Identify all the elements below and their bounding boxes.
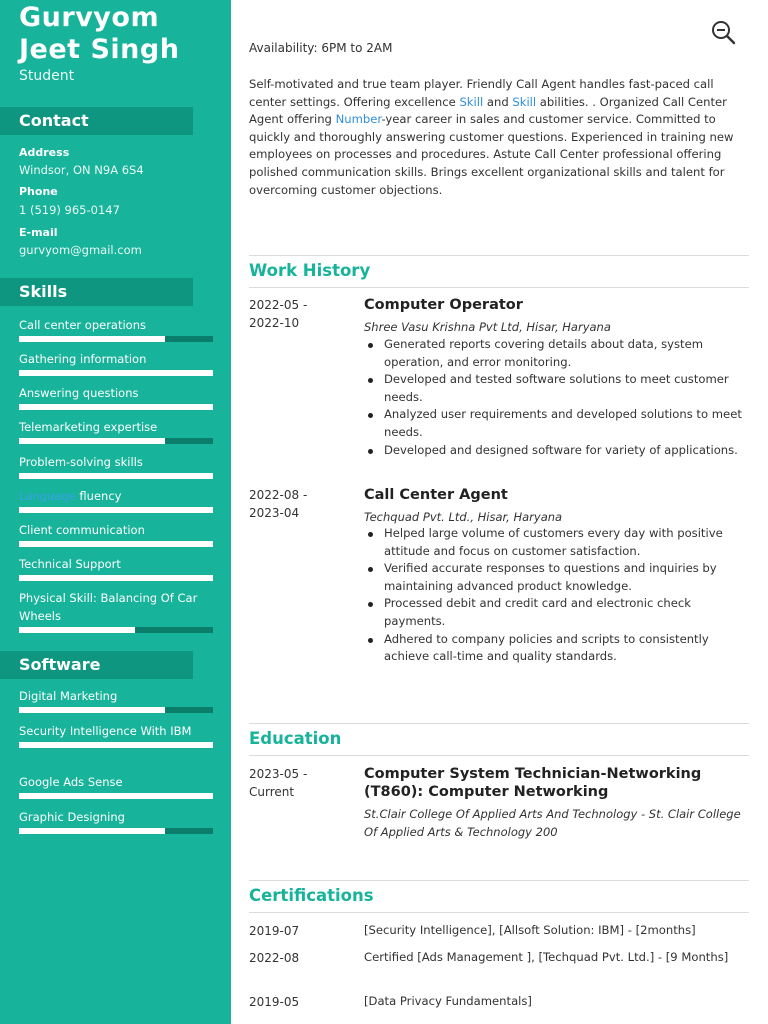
summary-link[interactable]: Skill [459,94,484,109]
job-bullet: Processed debit and credit card and electronic check payments. [364,595,750,630]
summary-text: Self-motivated and true team player. Friendly Call Agent handles fast-paced call center settings. Offering excellence [249,77,714,109]
divider [249,255,749,256]
skill-bar [19,404,213,410]
skill-bar-fill [19,507,213,513]
contact-heading [0,107,193,135]
skill-item [19,316,213,342]
skill-item [19,487,213,513]
software-heading-text: Software [19,655,101,674]
education-degree: Computer System Technician-Networking (T860): Computer Networking [364,766,702,800]
job-date [249,296,349,332]
skill-bar-fill [19,575,213,581]
education-date-end: Current [249,785,295,799]
software-item [19,722,213,748]
job-title: Computer Operator [364,297,523,313]
sidebar [0,0,231,1024]
education-date [249,765,349,801]
job-bullet: Verified accurate responses to questions and inquiries by maintaining advanced product knowledge. [364,560,750,595]
divider [249,287,749,288]
name-line-1: Gurvyom [19,2,160,33]
skill-name: Physical Skill: Balancing Of Car Wheels [19,591,198,623]
divider [249,912,749,913]
skill-name: Technical Support [19,557,121,571]
software-bar [19,793,213,799]
skill-item [19,555,213,581]
job-bullet: Generated reports covering details about data, system operation, and error monitoring. [364,336,750,371]
skill-name: Client communication [19,523,145,537]
skill-name [19,487,213,505]
cert-text: [Data Privacy Fundamentals] [364,994,532,1008]
cert-text: [Security Intelligence], [Allsoft Solution: IBM] - [2months] [364,923,696,937]
job-title: Call Center Agent [364,487,508,503]
skill-bar-fill [19,370,213,376]
skill-bar [19,575,213,581]
job-date [249,486,349,522]
name-line-2: Jeet Singh [19,34,180,65]
job-date-end: 2022-10 [249,316,300,330]
software-name: Digital Marketing [19,689,118,703]
job-bullet: Developed and tested software solutions to meet customer needs. [364,371,750,406]
job-company: Techquad Pvt. Ltd., Hisar, Haryana [364,510,563,524]
skill-bar [19,336,213,342]
skill-item [19,589,213,633]
skill-name: Call center operations [19,318,146,332]
summary-link[interactable]: Number [335,112,382,127]
skill-item [19,418,213,444]
software-bar [19,707,213,713]
software-bar-fill [19,707,165,713]
skill-item [19,350,213,376]
skill-item [19,384,213,410]
phone-value: 1 (519) 965-0147 [19,203,120,217]
skill-name: Gathering information [19,352,147,366]
skill-bar [19,473,213,479]
email-label: E-mail [19,226,58,239]
contact-heading-text: Contact [19,111,89,130]
software-item [19,773,213,799]
skill-bar [19,507,213,513]
divider [249,755,749,756]
cert-date: 2019-05 [249,995,300,1009]
job-bullets [364,525,750,666]
skill-name: Problem-solving skills [19,455,143,469]
summary-text: -year career in sales and customer service. Committed to quickly and thoroughly answering customer questions. Experienced in training new employees on processes and procedures. Astute Call Center professional offering polished communication skills. Brings excellent organizational skills and talent for overcoming customer objections. [249,112,734,197]
candidate-role: Student [19,68,75,84]
education-school: St.Clair College Of Applied Arts And Technology - St. Clair College Of Applied Arts & Technology 200 [364,807,741,839]
skill-bar [19,370,213,376]
software-name: Security Intelligence With IBM [19,724,192,738]
summary-link[interactable]: Skill [512,94,537,109]
software-item [19,808,213,834]
skill-bar-fill [19,404,213,410]
cert-date: 2022-08 [249,951,300,965]
job-bullet: Helped large volume of customers every day with positive attitude and focus on customer satisfaction. [364,525,750,560]
email-value[interactable]: gurvyom@gmail.com [19,243,142,257]
phone-label: Phone [19,185,58,198]
skill-bar [19,541,213,547]
skill-item [19,453,213,479]
skill-bar-fill [19,438,165,444]
job-bullet: Adhered to company policies and scripts to consistently achieve call-time and quality standards. [364,631,750,666]
skill-bar-fill [19,541,213,547]
cert-text: Certified [Ads Management ], [Techquad Pvt. Ltd.] - [9 Months] [364,950,729,964]
work-history-heading: Work History [249,261,371,280]
job-bullets [364,336,750,459]
divider [249,723,749,724]
skill-item [19,521,213,547]
job-company: Shree Vasu Krishna Pvt Ltd, Hisar, Haryana [364,320,611,334]
candidate-name [19,2,179,66]
software-item [19,687,213,713]
software-bar-fill [19,828,165,834]
skill-name: Telemarketing expertise [19,420,158,434]
summary [249,76,749,199]
education-date-start: 2023-05 - [249,767,308,781]
software-name: Google Ads Sense [19,775,123,789]
skill-name: Answering questions [19,386,139,400]
software-bar [19,828,213,834]
availability: Availability: 6PM to 2AM [249,41,393,55]
skill-bar-fill [19,336,165,342]
software-name: Graphic Designing [19,810,125,824]
job-date-end: 2023-04 [249,506,300,520]
software-bar [19,742,213,748]
summary-text: and [483,94,513,109]
address-value: Windsor, ON N9A 6S4 [19,163,144,177]
software-bar-fill [19,793,213,799]
skill-bar-fill [19,627,135,633]
software-bar-fill [19,742,213,748]
address-label: Address [19,146,70,159]
zoom-out-icon[interactable] [709,19,737,47]
skills-heading-text: Skills [19,282,68,301]
cert-date: 2019-07 [249,924,300,938]
summary-text: abilities. . Organized Call Center Agent offering [249,94,727,127]
skill-name-rest: fluency [75,489,122,503]
software-heading [0,651,193,679]
job-date-start: 2022-05 - [249,298,308,312]
skill-bar [19,627,213,633]
divider [249,880,749,881]
job-bullet: Analyzed user requirements and developed solutions to meet needs. [364,406,750,441]
job-bullet: Developed and designed software for variety of applications. [364,442,750,460]
skill-name-link[interactable]: Language [19,489,76,503]
job-date-start: 2022-08 - [249,488,308,502]
certifications-heading: Certifications [249,886,374,905]
skill-bar-fill [19,473,213,479]
skill-bar [19,438,213,444]
education-heading: Education [249,729,342,748]
skills-heading [0,278,193,306]
